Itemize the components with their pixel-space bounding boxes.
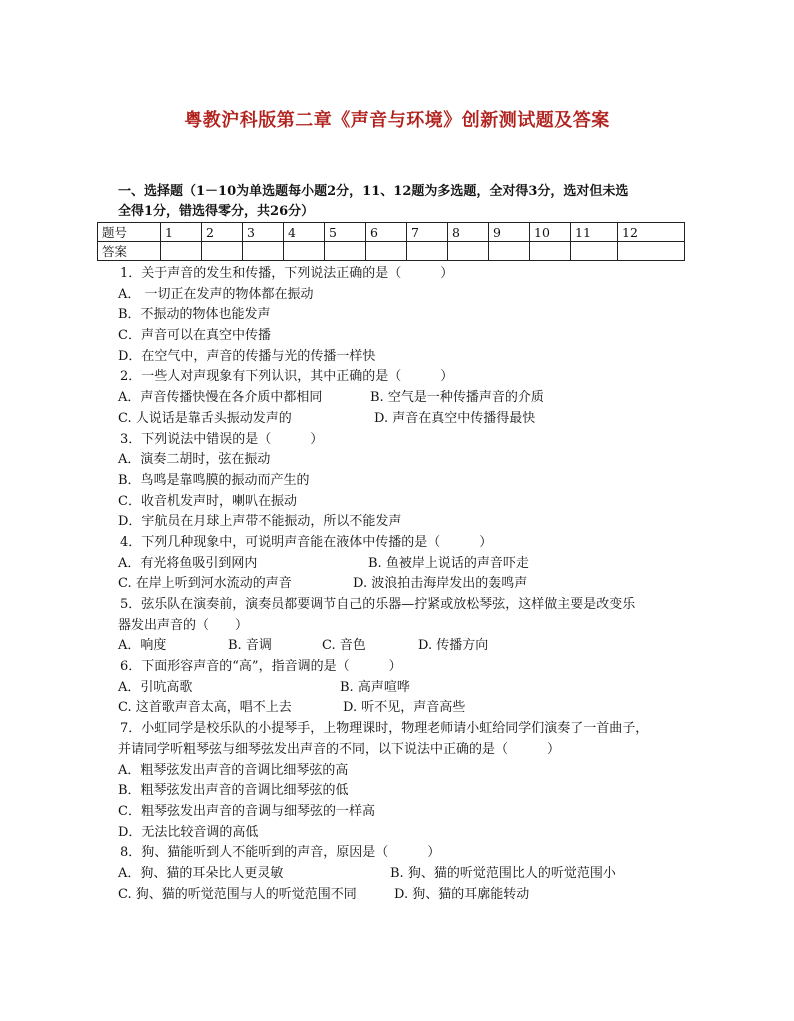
- answer-cell[interactable]: [530, 242, 571, 261]
- option-row: [118, 698, 698, 719]
- answer-table-answer-row: [98, 242, 685, 261]
- option-a: A．演奏二胡时，弦在振动: [118, 452, 271, 468]
- option-row: [118, 678, 698, 699]
- option-row: [118, 554, 698, 575]
- option-b: B．粗琴弦发出声音的音调比细琴弦的低: [118, 783, 349, 799]
- option-d: D. 声音在真空中传播得最快: [374, 410, 536, 426]
- option-b: B．鸟鸣是靠鸣膜的振动而产生的: [118, 472, 310, 488]
- answer-cell[interactable]: [161, 242, 202, 261]
- option-row: [118, 885, 698, 906]
- option-c: C．声音可以在真空中传播: [118, 328, 271, 344]
- document-title: 粤教沪科版第二章《声音与环境》创新测试题及答案: [184, 110, 610, 131]
- option-c: C. 人说话是靠舌头振动发声的: [118, 410, 292, 426]
- option-c: C. 狗、猫的听觉范围与人的听觉范围不同: [118, 886, 357, 902]
- answer-cell[interactable]: [407, 242, 448, 261]
- option-a: A．引吭高歌: [118, 679, 193, 695]
- option-b: B. 鱼被岸上说话的声音吓走: [368, 555, 529, 571]
- option-a: A．有光将鱼吸引到网内: [118, 555, 258, 571]
- table-label-number: 题号: [98, 223, 161, 242]
- option-b: B. 音调: [228, 638, 272, 654]
- option-a: A．响度: [118, 638, 167, 654]
- question-stem: 2．一些人对声现象有下列认识，其中正确的是（ ）: [120, 369, 454, 385]
- option-c: C. 在岸上听到河水流动的声音: [118, 576, 292, 592]
- question-stem: 4．下列几种现象中，可说明声音能在液体中传播的是（ ）: [120, 534, 493, 550]
- question-stem: 7．小虹同学是校乐队的小提琴手，上物理课时，物理老师请小虹给同学们演奏了一首曲子，: [120, 721, 649, 737]
- option-d: D. 狗、猫的耳廓能转动: [394, 886, 530, 902]
- option-b: B. 空气是一种传播声音的介质: [370, 390, 544, 406]
- answer-cell[interactable]: [284, 242, 325, 261]
- option-d: D．无法比较音调的高低: [118, 824, 259, 840]
- table-number-cell: 5: [325, 223, 366, 242]
- question-stem: 3．下列说法中错误的是（ ）: [120, 431, 324, 447]
- section-heading: [118, 182, 698, 222]
- question-list: [118, 264, 698, 905]
- answer-cell[interactable]: [489, 242, 530, 261]
- section-heading-line-2: 全得1分，错选得零分，共26分）: [118, 204, 315, 219]
- option-row: [118, 864, 698, 885]
- question-stem: 6．下面形容声音的“高”，指音调的是（ ）: [120, 659, 402, 675]
- option-c: C．粗琴弦发出声音的音调与细琴弦的一样高: [118, 803, 375, 819]
- option-d: D．在空气中，声音的传播与光的传播一样快: [118, 348, 376, 364]
- table-number-cell: 1: [161, 223, 202, 242]
- option-row: [118, 574, 698, 595]
- answer-cell[interactable]: [448, 242, 489, 261]
- question-stem-continued: 并请同学听粗琴弦与细琴弦发出声音的不同，以下说法中正确的是（ ）: [118, 741, 561, 757]
- option-a: A．声音传播快慢在各介质中都相同: [118, 390, 323, 406]
- answer-cell[interactable]: [325, 242, 366, 261]
- table-number-cell: 8: [448, 223, 489, 242]
- answer-table: [97, 222, 685, 261]
- table-number-cell: 9: [489, 223, 530, 242]
- question-stem: 1．关于声音的发生和传播，下列说法正确的是（ ）: [120, 266, 454, 281]
- answer-cell[interactable]: [202, 242, 243, 261]
- option-c: C. 音色: [322, 638, 366, 654]
- answer-cell[interactable]: [618, 242, 685, 261]
- option-row: [118, 409, 698, 430]
- option-row: [118, 388, 698, 409]
- option-a: A．狗、猫的耳朵比人更灵敏: [118, 865, 284, 881]
- section-heading-line-1: 一、选择题（1－10为单选题每小题2分，11、12题为多选题，全对得3分，选对但未选: [118, 184, 629, 199]
- question-stem: 8．狗、猫能听到人不能听到的声音，原因是（ ）: [120, 845, 441, 861]
- table-number-cell: 10: [530, 223, 571, 242]
- table-number-cell: 7: [407, 223, 448, 242]
- option-d: D. 波浪拍击海岸发出的轰鸣声: [353, 576, 528, 592]
- table-number-cell: 11: [571, 223, 618, 242]
- answer-cell[interactable]: [366, 242, 407, 261]
- option-c: C．收音机发声时，喇叭在振动: [118, 493, 297, 509]
- option-row: [118, 636, 698, 657]
- table-number-cell: 4: [284, 223, 325, 242]
- answer-table-number-row: [98, 223, 685, 242]
- option-c: C. 这首歌声音太高，唱不上去: [118, 700, 292, 716]
- table-number-cell: 3: [243, 223, 284, 242]
- option-a: A．粗琴弦发出声音的音调比细琴弦的高: [118, 762, 349, 778]
- answer-cell[interactable]: [571, 242, 618, 261]
- question-stem-continued: 器发出声音的（ ）: [118, 617, 249, 633]
- option-a: A． 一切正在发声的物体都在振动: [118, 286, 314, 302]
- option-b: B．不振动的物体也能发声: [118, 307, 271, 323]
- table-label-answer: 答案: [98, 242, 161, 261]
- option-d: D. 听不见，声音高些: [343, 700, 466, 716]
- option-b: B. 高声喧哗: [340, 679, 410, 695]
- question-stem: 5．弦乐队在演奏前，演奏员都要调节自己的乐器—拧紧或放松琴弦，这样做主要是改变乐: [120, 597, 636, 612]
- option-b: B. 狗、猫的听觉范围比人的听觉范围小: [390, 865, 616, 881]
- table-number-cell: 2: [202, 223, 243, 242]
- answer-cell[interactable]: [243, 242, 284, 261]
- option-d: D. 传播方向: [418, 638, 489, 654]
- option-d: D．宇航员在月球上声带不能振动，所以不能发声: [118, 514, 402, 530]
- table-number-cell: 12: [618, 223, 685, 242]
- table-number-cell: 6: [366, 223, 407, 242]
